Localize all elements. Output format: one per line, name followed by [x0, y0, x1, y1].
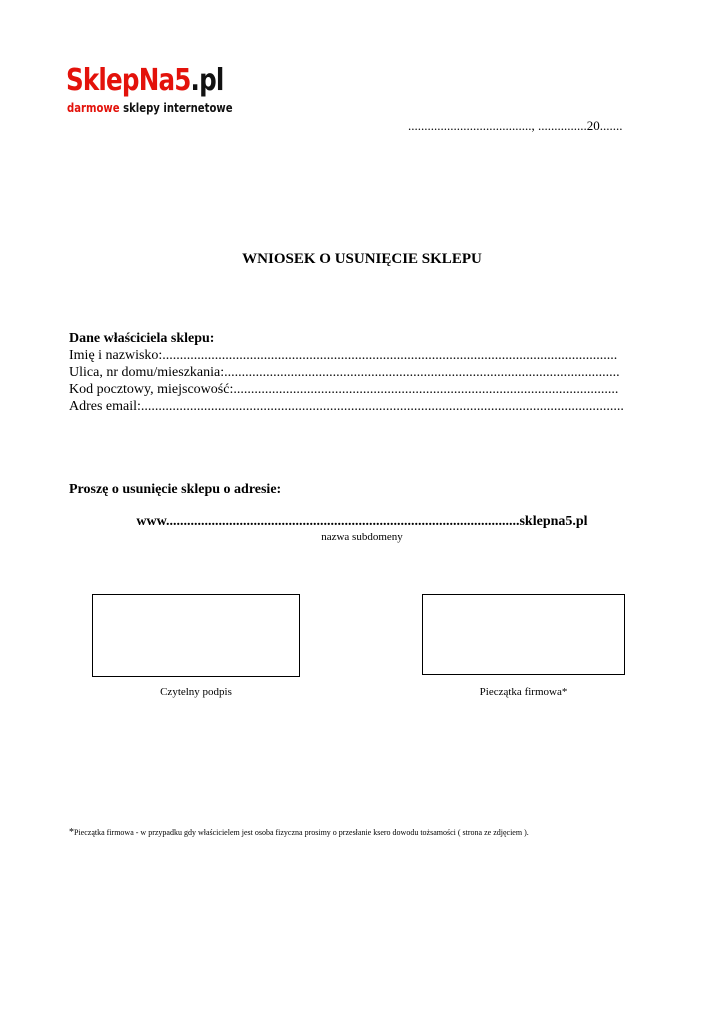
- shop-url-line: www.....................................................................................................sklepna5.pl: [136, 514, 588, 529]
- footnote-marker: *: [69, 827, 74, 838]
- signature-label: Czytelny podpis: [160, 686, 232, 698]
- footnote-text: Pieczątka firmowa - w przypadku gdy właścicielem jest osoba fizyczna prosimy o przesłanie ksero dowodu tożsamości ( strona ze zdjęciem ).: [74, 828, 529, 837]
- company-stamp-box: [422, 594, 625, 675]
- owner-details-section: [69, 330, 659, 415]
- field-postal-city: Kod pocztowy, miejscowość:..............................................................................................................: [69, 382, 619, 397]
- logo-wordmark: [66, 64, 223, 98]
- request-heading: Proszę o usunięcie sklepu o adresie:: [69, 482, 282, 497]
- logo-wordmark-domain: .pl: [190, 63, 224, 98]
- field-full-name: Imię i nazwisko:..................................................................................................................................: [69, 348, 618, 363]
- signature-box: [92, 594, 300, 677]
- logo-tagline-red: darmowe: [67, 101, 120, 115]
- page-title: WNIOSEK O USUNIĘCIE SKLEPU: [242, 251, 482, 267]
- shop-url-caption: nazwa subdomeny: [321, 531, 403, 543]
- logo-wordmark-red: SklepNa5: [66, 63, 191, 98]
- field-email: Adres email:..........................................................................................................................................: [69, 399, 624, 414]
- logo: [66, 64, 246, 120]
- logo-tagline-black: sklepy internetowe: [119, 101, 233, 115]
- date-place-line: ......................................, ...............20.......: [408, 118, 623, 133]
- field-street-address: Ulica, nr domu/mieszkania:.................................................................................................................: [69, 365, 620, 380]
- logo-tagline: [67, 101, 233, 115]
- footnote: [69, 827, 529, 838]
- owner-details-heading: Dane właściciela sklepu:: [69, 331, 215, 346]
- company-stamp-label: Pieczątka firmowa*: [479, 686, 568, 698]
